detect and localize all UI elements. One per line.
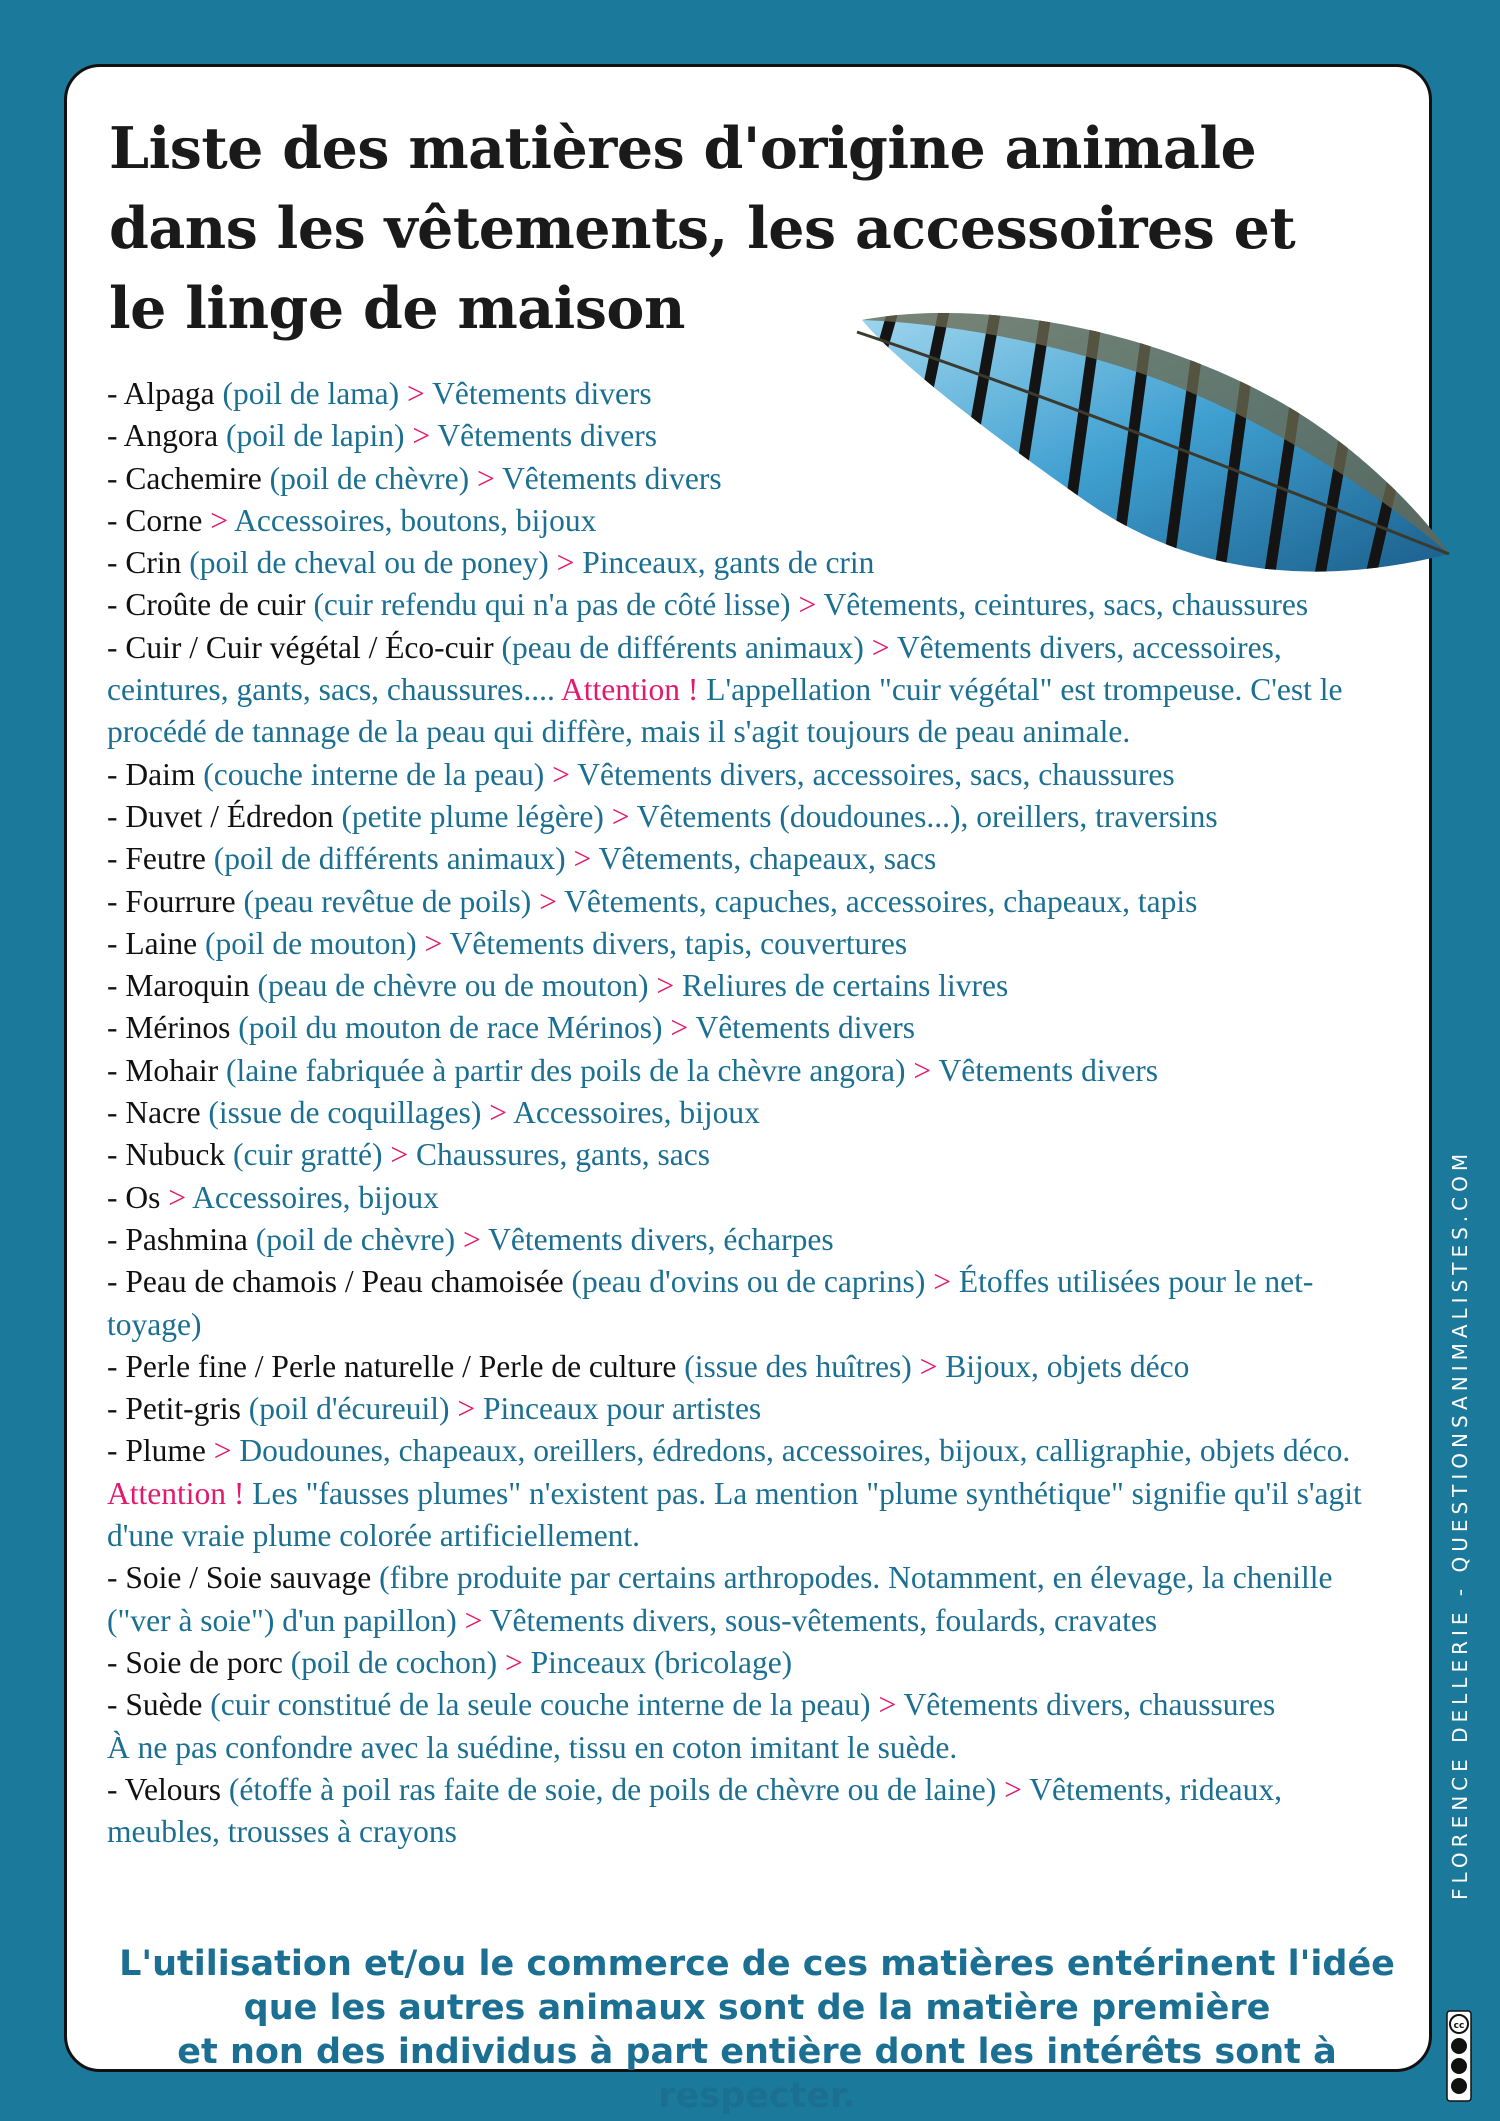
list-item: - Peau de chamois / Peau chamoisée (peau d'ovins ou de caprins) > Étoffes utilisées pour le net- toyage) [107, 1264, 1314, 1342]
list-item: - Daim (couche interne de la peau) > Vêtements divers, accessoires, sacs, chaussures [107, 756, 1175, 792]
list-item: - Cuir / Cuir végétal / Éco-cuir (peau de différents animaux) > Vêtements divers, accessoires, ceintures, gants, sacs, chaussures.... Attention ! L'appellation "cuir végétal" est trompeuse. C'est le procédé de tannage de la peau qui diffère, mais il s'agit toujours de peau animale. [107, 629, 1343, 750]
list-item: - Mohair (laine fabriquée à partir des poils de la chèvre angora) > Vêtements divers [107, 1052, 1159, 1088]
list-item: - Nubuck (cuir gratté) > Chaussures, gants, sacs [107, 1137, 711, 1173]
list-item: - Suède (cuir constitué de la seule couche interne de la peau) > Vêtements divers, chaussures À ne pas confondre avec la suédine, tissu en coton imitant le suède. [107, 1687, 1276, 1765]
author-credit: FLORENCE DELLERIE - QUESTIONSANIMALISTES.COM [1448, 1148, 1472, 1900]
list-item: - Os > Accessoires, bijoux [107, 1179, 439, 1215]
conclusion-line: que les autres animaux sont de la matière première [243, 1988, 1271, 2028]
conclusion-line: L'utilisation et/ou le commerce de ces matières entérinent l'idée [119, 1944, 1395, 1984]
list-item: - Velours (étoffe à poil ras faite de soie, de poils de chèvre ou de laine) > Vêtements, rideaux, meubles, trousses à crayons [107, 1771, 1283, 1850]
list-item: - Soie / Soie sauvage (fibre produite par certains arthropodes. Notamment, en élevage, la chenille ("ver à soie") d'un papillon) > Vêtements divers, sous-vêtements, foulards, cravates [107, 1560, 1333, 1638]
suede-note: À ne pas confondre avec la suédine, tissu en coton imitant le suède. [107, 1729, 958, 1765]
list-item: - Croûte de cuir (cuir refendu qui n'a pas de côté lisse) > Vêtements, ceintures, sacs, chaussures [107, 587, 1309, 623]
title-line: le linge de maison [109, 275, 685, 342]
creative-commons-license-icon [1446, 2010, 1472, 2102]
list-item: - Alpaga (poil de lama) > Vêtements divers [107, 376, 652, 411]
list-item: - Corne > Accessoires, boutons, bijoux [107, 502, 597, 538]
title-line: dans les vêtements, les accessoires et [109, 195, 1296, 262]
poster-card [64, 64, 1432, 2116]
materials-list [107, 373, 1402, 1853]
list-item: - Cachemire (poil de chèvre) > Vêtements divers [107, 460, 722, 496]
list-item: - Maroquin (peau de chèvre ou de mouton) > Reliures de certains livres [107, 968, 1009, 1004]
attention-label: Attention ! [107, 1475, 245, 1511]
list-item: - Plume > Doudounes, chapeaux, oreillers, édredons, accessoires, bijoux, calligraphie, objets déco. Attention ! Les "fausses plumes" n'existent pas. La mention "plume synthétique" signifie qu'il s'agit d'une vraie plume colorée artificiellement. [107, 1433, 1362, 1554]
list-item: - Angora (poil de lapin) > Vêtements divers [107, 418, 657, 454]
attention-label: Attention ! [561, 672, 699, 708]
list-item: - Mérinos (poil du mouton de race Mérinos) > Vêtements divers [107, 1010, 916, 1046]
list-item: - Fourrure (peau revêtue de poils) > Vêtements, capuches, accessoires, chapeaux, tapis [107, 883, 1198, 919]
list-item: - Feutre (poil de différents animaux) > Vêtements, chapeaux, sacs [107, 841, 937, 877]
list-item: - Pashmina (poil de chèvre) > Vêtements divers, écharpes [107, 1221, 834, 1257]
list-item: - Petit-gris (poil d'écureuil) > Pinceaux pour artistes [107, 1391, 762, 1427]
list-item: - Perle fine / Perle naturelle / Perle de culture (issue des huîtres) > Bijoux, objets déco [107, 1348, 1190, 1384]
list-item: - Soie de porc (poil de cochon) > Pinceaux (bricolage) [107, 1644, 793, 1680]
list-item: - Nacre (issue de coquillages) > Accessoires, bijoux [107, 1095, 760, 1131]
list-item: - Duvet / Édredon (petite plume légère) > Vêtements (doudounes...), oreillers, traversins [107, 798, 1218, 834]
title-line: Liste des matières d'origine animale [109, 115, 1257, 182]
conclusion-statement [107, 1942, 1407, 2118]
svg-text:cc: cc [1453, 2021, 1465, 2031]
conclusion-line: et non des individus à part entière dont les intérêts sont à respecter. [177, 2032, 1337, 2116]
list-item: - Laine (poil de mouton) > Vêtements divers, tapis, couvertures [107, 925, 908, 961]
list-item: - Crin (poil de cheval ou de poney) > Pinceaux, gants de crin [107, 545, 875, 581]
